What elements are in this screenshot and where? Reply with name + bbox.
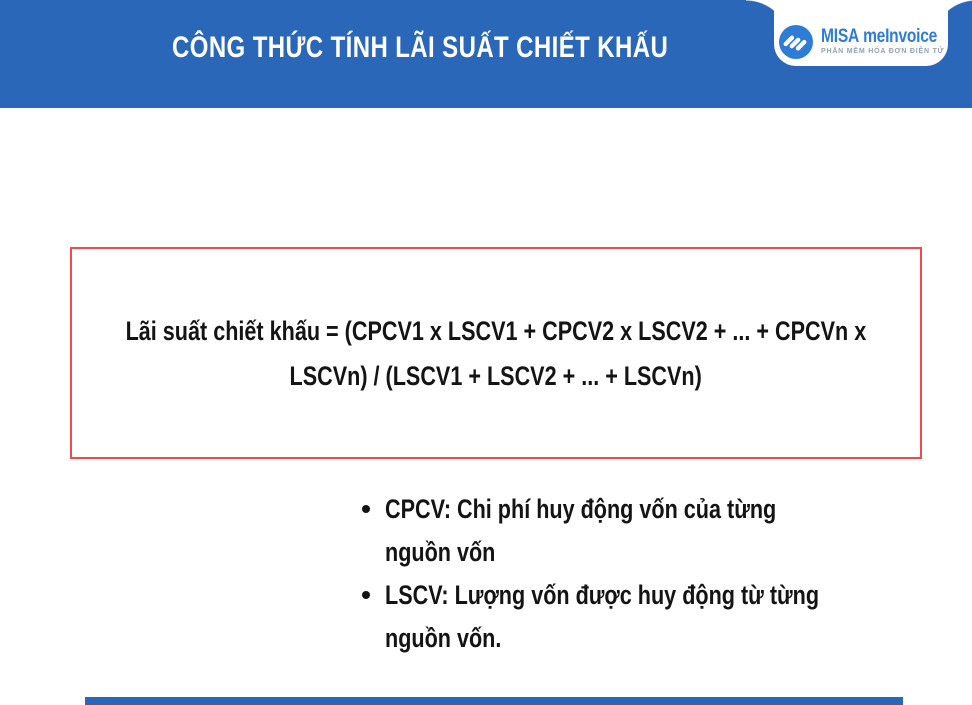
definition-lscv-line-2: nguồn vốn. xyxy=(385,623,502,653)
formula-box xyxy=(70,247,922,459)
badge-flare-left xyxy=(746,0,774,44)
misa-logo-icon xyxy=(779,25,813,59)
definitions-list xyxy=(356,488,928,660)
footer-bar xyxy=(85,697,903,705)
formula-line-1: Lãi suất chiết khấu = (CPCV1 x LSCV1 + CPCV2 x LSCV2 + ... + CPCVn x xyxy=(125,315,867,346)
header-bar xyxy=(0,0,972,108)
logo-badge xyxy=(774,0,948,66)
list-item xyxy=(356,488,928,574)
logo-product: meInvoice xyxy=(863,26,938,47)
logo-tagline: PHẦN MỀM HÓA ĐƠN ĐIỆN TỬ xyxy=(821,48,945,55)
bullet-icon xyxy=(362,505,370,513)
definition-cpcv-line-2: nguồn vốn xyxy=(385,537,496,567)
definition-cpcv-line-1: CPCV: Chi phí huy động vốn của từng xyxy=(385,494,777,524)
definition-lscv xyxy=(385,574,928,660)
page-title-text: CÔNG THỨC TÍNH LÃI SUẤT CHIẾT KHẤU xyxy=(171,31,669,64)
logo-brand: MISA xyxy=(821,26,859,47)
page-title xyxy=(0,31,840,65)
bullet-icon xyxy=(362,591,370,599)
list-item xyxy=(356,574,928,660)
logo-text xyxy=(821,25,963,56)
definition-lscv-line-1: LSCV: Lượng vốn được huy động từ từng xyxy=(385,580,820,610)
formula-line-2: LSCVn) / (LSCV1 + LSCV2 + ... + LSCVn) xyxy=(289,360,703,391)
definition-cpcv xyxy=(385,488,874,574)
logo xyxy=(779,25,963,59)
logo-brand-line xyxy=(821,27,963,47)
